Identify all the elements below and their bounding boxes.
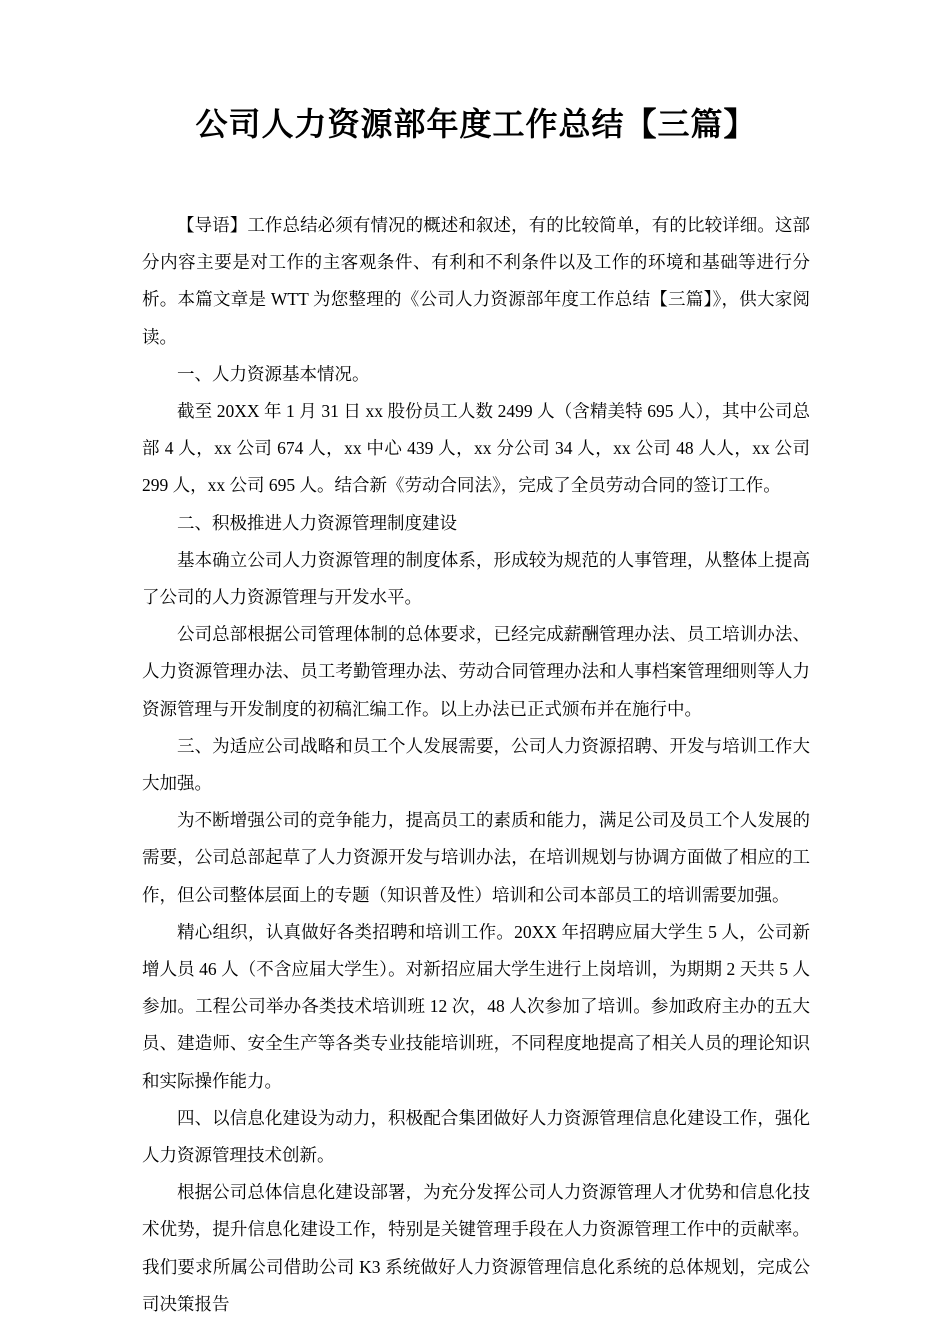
paragraph: 公司总部根据公司管理体制的总体要求，已经完成薪酬管理办法、员工培训办法、人力资源管理办法、员工考勤管理办法、劳动合同管理办法和人事档案管理细则等人力资源管理与开发制度的初稿汇编工作。以上办法已正式颁布并在施行中。 xyxy=(142,624,810,719)
paragraph-heading-3: 三、为适应公司战略和员工个人发展需要，公司人力资源招聘、开发与培训工作大大加强。 xyxy=(142,735,810,794)
paragraph: 精心组织，认真做好各类招聘和培训工作。20XX 年招聘应届大学生 5 人，公司新增人员 46 人（不含应届大学生）。对新招应届大学生进行上岗培训，为期期 2 天共 5 人参加。工程公司举办各类技术培训班 12 次，48 人次参加了培训。参加政府主办的五大员、建造师、安全生产等各类专业技能培训班，不同程度地提高了相关人员的理论知识和实际操作能力。 xyxy=(142,921,810,1091)
document-title: 公司人力资源部年度工作总结【三篇】 xyxy=(195,106,757,142)
paragraph: 根据公司总体信息化建设部署，为充分发挥公司人力资源管理人才优势和信息化技术优势，提升信息化建设工作，特别是关键管理手段在人力资源管理工作中的贡献率。我们要求所属公司借助公司 K3 系统做好人力资源管理信息化系统的总体规划，完成公司决策报告 xyxy=(142,1182,810,1314)
paragraph: 截至 20XX 年 1 月 31 日 xx 股份员工人数 2499 人（含精美特 695 人），其中公司总部 4 人，xx 公司 674 人，xx 中心 439 人，xx 分公司 34 人，xx 公司 48 人人，xx 公司 299 人，xx 公司 695 人。结合新《劳动合同法》，完成了全员劳动合同的签订工作。 xyxy=(142,401,810,496)
paragraph-heading-2: 二、积极推进人力资源管理制度建设 xyxy=(177,512,457,533)
paragraph: 基本确立公司人力资源管理的制度体系，形成较为规范的人事管理，从整体上提高了公司的人力资源管理与开发水平。 xyxy=(142,549,810,608)
paragraph-heading-4: 四、以信息化建设为动力，积极配合集团做好人力资源管理信息化建设工作，强化人力资源管理技术创新。 xyxy=(142,1107,810,1166)
paragraph-heading-1: 一、人力资源基本情况。 xyxy=(177,363,370,384)
paragraph-intro: 【导语】工作总结必须有情况的概述和叙述，有的比较简单，有的比较详细。这部分内容主要是对工作的主客观条件、有利和不利条件以及工作的环境和基础等进行分析。本篇文章是 WTT 为您整理的《公司人力资源部年度工作总结【三篇】》，供大家阅读。 xyxy=(142,215,810,347)
paragraph: 为不断增强公司的竞争能力，提高员工的素质和能力，满足公司及员工个人发展的需要，公司总部起草了人力资源开发与培训办法，在培训规划与协调方面做了相应的工作，但公司整体层面上的专题（知识普及性）培训和公司本部员工的培训需要加强。 xyxy=(142,810,810,905)
document-body xyxy=(142,207,810,1323)
